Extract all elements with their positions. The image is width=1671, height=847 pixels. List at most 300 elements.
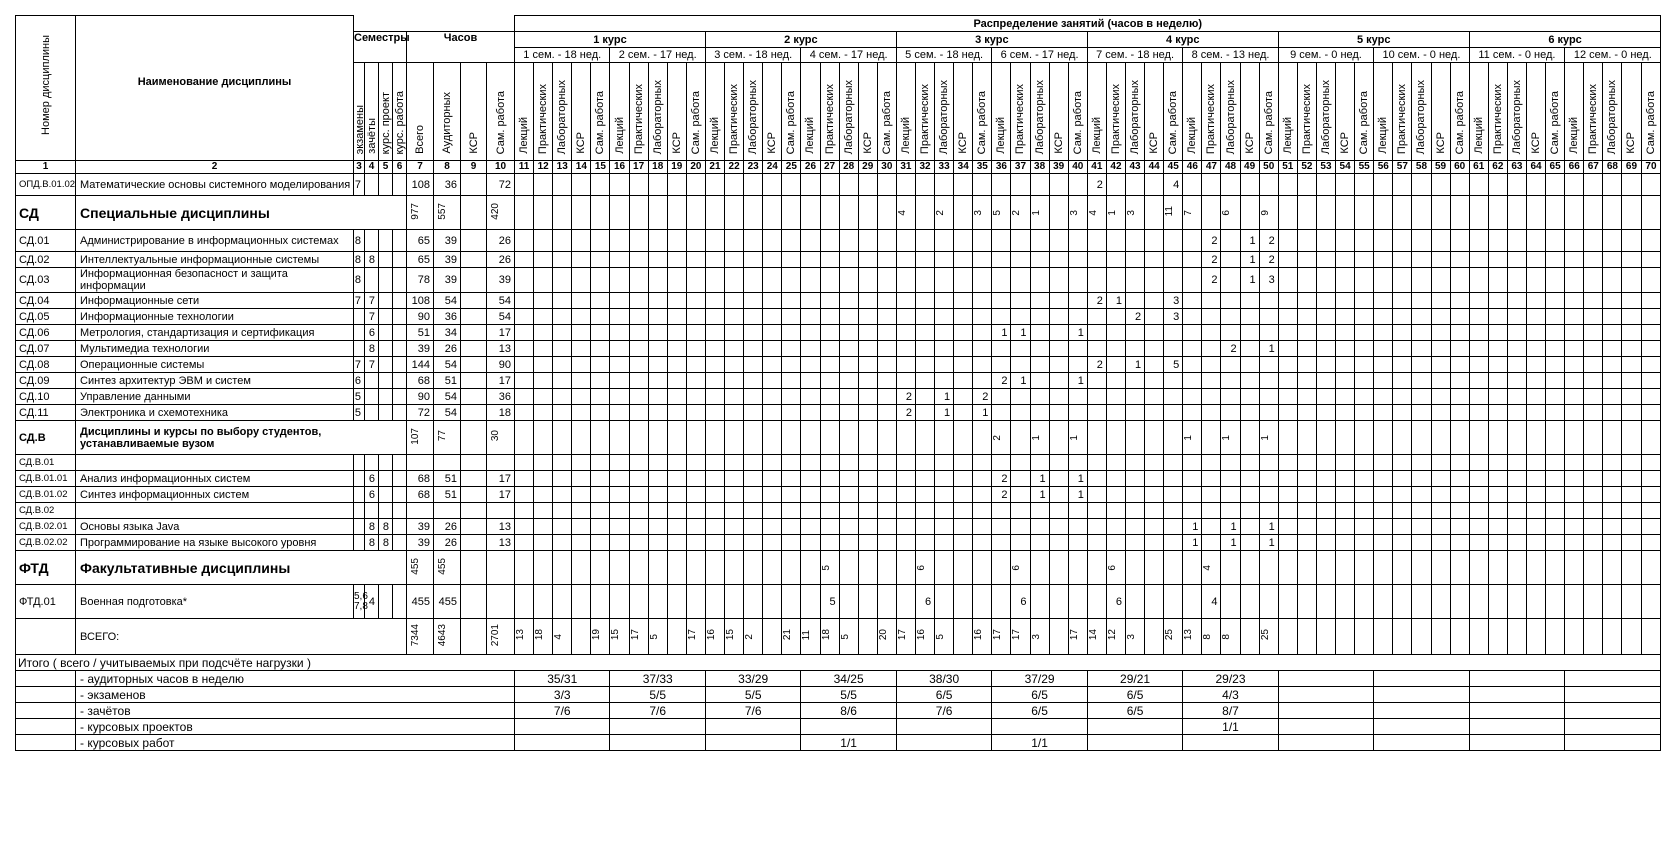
week-hours-cell-text: 6 [1011,564,1023,571]
week-hours-cell [1507,421,1526,455]
week-hours-cell [1546,293,1565,309]
semester-za [365,174,379,196]
week-hours-cell [705,551,724,585]
week-sub-header-text: Практических [1396,83,1409,154]
week-sub-header-text: КСР [1339,132,1352,154]
week-hours-cell [1145,252,1164,268]
week-hours-cell: 1 [1240,268,1259,293]
hours-aud-text: 557 [437,202,448,220]
week-hours-cell [877,535,896,551]
table-row [16,503,1661,519]
week-hours-cell [1565,421,1584,455]
summary-value [705,735,800,751]
week-sub-header-text: Лекций [1090,117,1103,154]
week-hours-cell [1126,389,1145,405]
week-hours-cell [935,357,954,373]
semester-za: 7 [365,309,379,325]
week-hours-cell [648,405,667,421]
week-hours-cell [1202,535,1221,551]
week-hours-cell [629,389,648,405]
week-hours-cell [1259,325,1278,341]
discipline-code: СД.06 [16,325,76,341]
week-hours-cell [858,619,877,655]
summary-value [515,719,610,735]
week-sub-header [1259,63,1278,161]
week-hours-cell [801,230,820,252]
week-hours-cell [1049,174,1068,196]
week-sub-header [725,63,744,161]
week-hours-cell [801,471,820,487]
week-hours-cell [1068,619,1087,655]
week-hours-cell-text: 5 [839,633,851,640]
week-hours-cell [1374,503,1393,519]
discipline-code: СД.11 [16,405,76,421]
week-hours-cell [1546,519,1565,535]
week-hours-cell [877,196,896,230]
week-hours-cell [1641,503,1661,519]
week-hours-cell [705,503,724,519]
week-hours-cell-text: 12 [1106,629,1118,641]
week-hours-cell [686,535,705,551]
week-hours-cell [1526,535,1545,551]
week-hours-cell [1164,585,1183,619]
week-hours-cell [705,519,724,535]
week-hours-cell [954,421,973,455]
table-row [16,230,1661,252]
hours-aud [434,196,461,230]
week-sub-header-text: Сам. работа [880,90,893,154]
summary-value: 34/25 [801,671,896,687]
week-hours-cell [1297,585,1316,619]
summary-value [1469,703,1564,719]
week-hours-cell [1507,174,1526,196]
week-hours-cell [534,471,553,487]
week-hours-cell [1584,551,1603,585]
discipline-code: СД.В [16,421,76,455]
week-hours-cell [629,357,648,373]
week-hours-cell [1412,535,1431,551]
week-hours-cell [992,174,1011,196]
hours-sam: 13 [487,535,515,551]
week-hours-cell [1641,230,1661,252]
semester-kr [393,455,407,471]
week-hours-cell [954,585,973,619]
week-hours-cell [877,373,896,389]
week-hours-cell [1087,341,1106,357]
hours-aud: 34 [434,325,461,341]
week-hours-cell [877,421,896,455]
week-hours-cell [1221,230,1240,252]
week-hours-cell [686,357,705,373]
semester-kr [393,252,407,268]
week-hours-cell [1030,619,1049,655]
discipline-name: Информационная безопасност и защита информации [76,268,354,293]
week-hours-cell [572,455,591,471]
week-hours-cell [935,619,954,655]
week-hours-cell [915,293,934,309]
week-hours-cell [1106,341,1125,357]
week-hours-cell [648,174,667,196]
week-hours-cell [839,455,858,471]
week-hours-cell [1164,389,1183,405]
week-hours-cell [1221,309,1240,325]
week-hours-cell [896,357,915,373]
week-hours-cell [1546,471,1565,487]
week-hours-cell [1488,309,1507,325]
week-hours-cell [686,421,705,455]
week-hours-cell [1393,471,1412,487]
week-hours-cell [1011,487,1030,503]
week-hours-cell [553,293,572,309]
week-hours-cell [667,196,686,230]
table-row [16,357,1661,373]
week-hours-cell [1011,293,1030,309]
week-hours-cell [610,196,629,230]
week-hours-cell [954,293,973,309]
week-hours-cell-text: 17 [686,629,698,641]
hours-ksr [461,389,487,405]
week-hours-cell: 1 [1240,252,1259,268]
week-sub-header-text: Сам. работа [1453,90,1466,154]
week-hours-cell: 3 [1164,309,1183,325]
week-hours-cell [1145,196,1164,230]
week-hours-cell [1622,230,1641,252]
week-hours-cell [858,471,877,487]
discipline-name: Дисциплины и курсы по выбору студентов, устанавливаемые вузом [76,421,407,455]
week-hours-cell [1412,487,1431,503]
week-hours-cell [801,503,820,519]
week-hours-cell [1126,405,1145,421]
hours-aud-text: 455 [437,557,448,575]
week-hours-cell [820,230,839,252]
semester-kp [379,325,393,341]
week-hours-cell: 3 [1164,293,1183,309]
week-hours-cell [782,268,801,293]
column-index: 26 [801,161,820,174]
week-hours-cell [1641,341,1661,357]
week-hours-cell [1336,471,1355,487]
week-hours-cell [1469,373,1488,389]
week-hours-cell [1336,230,1355,252]
week-hours-cell-text: 7 [1183,209,1195,216]
week-hours-cell: 1 [1068,325,1087,341]
week-hours-cell [1145,519,1164,535]
week-hours-cell-text: 17 [992,629,1004,641]
week-hours-cell [1374,389,1393,405]
week-hours-cell [534,174,553,196]
week-hours-cell [572,487,591,503]
week-hours-cell [1355,471,1374,487]
hours-total-text: 107 [410,427,421,445]
hours-sam: 72 [487,174,515,196]
week-hours-cell [1011,535,1030,551]
week-hours-cell [1202,503,1221,519]
summary-value [705,719,800,735]
week-hours-cell [1450,585,1469,619]
week-hours-cell [1316,471,1335,487]
week-hours-cell [858,373,877,389]
hours-total: 455 [407,585,434,619]
week-hours-cell [1011,405,1030,421]
week-hours-cell [1259,174,1278,196]
week-hours-cell [1336,551,1355,585]
week-hours-cell [1126,535,1145,551]
week-hours-cell [1374,519,1393,535]
week-hours-cell [1507,619,1526,655]
week-hours-cell [1068,405,1087,421]
week-hours-cell [1049,585,1068,619]
column-index: 14 [572,161,591,174]
semester-kp: 8 [379,519,393,535]
week-hours-cell [1068,535,1087,551]
week-hours-cell [1240,535,1259,551]
week-hours-cell [553,373,572,389]
week-hours-cell [515,196,534,230]
week-hours-cell [1469,293,1488,309]
week-hours-cell [572,309,591,325]
week-hours-cell [572,268,591,293]
week-hours-cell [858,519,877,535]
summary-value [896,735,991,751]
week-hours-cell [1546,535,1565,551]
week-sub-header [1278,63,1297,161]
week-hours-cell [553,619,572,655]
week-hours-cell [935,471,954,487]
week-sub-header-text: Лекций [1472,117,1485,154]
week-hours-cell [1049,405,1068,421]
week-hours-cell [896,619,915,655]
week-hours-cell [820,341,839,357]
week-hours-cell [763,252,782,268]
week-hours-cell [534,405,553,421]
week-hours-cell-text: 1 [1259,434,1271,441]
column-index: 52 [1297,161,1316,174]
week-hours-cell [1030,174,1049,196]
week-sub-header-text: Практических [1014,83,1027,154]
week-hours-cell [877,341,896,357]
week-hours-cell [992,196,1011,230]
semester-kr [393,293,407,309]
week-hours-cell [763,196,782,230]
semester-kr [393,471,407,487]
week-hours-cell [935,230,954,252]
week-hours-cell [1355,373,1374,389]
week-hours-cell [1011,551,1030,585]
week-hours-cell [1546,309,1565,325]
week-hours-cell [1393,196,1412,230]
week-hours-cell [553,357,572,373]
week-hours-cell [667,503,686,519]
week-hours-cell [1641,619,1661,655]
week-hours-cell [725,373,744,389]
week-hours-cell [1240,309,1259,325]
week-hours-cell [896,341,915,357]
hours-sam: 17 [487,373,515,389]
week-hours-cell [1316,405,1335,421]
week-hours-cell [1106,357,1125,373]
week-sub-header-text: Практических [1300,83,1313,154]
week-hours-cell [782,341,801,357]
week-hours-cell [1526,487,1545,503]
week-hours-cell [1526,519,1545,535]
semester-kp [379,373,393,389]
hours-ksr [461,357,487,373]
week-hours-cell [553,421,572,455]
week-hours-cell [973,503,992,519]
week-hours-cell [877,174,896,196]
week-hours-cell [1431,503,1450,519]
week-hours-cell [610,405,629,421]
week-hours-cell [1355,487,1374,503]
week-sub-header [1450,63,1469,161]
week-hours-cell [1584,503,1603,519]
week-hours-cell [1145,373,1164,389]
week-hours-cell [1316,519,1335,535]
hours-ksr [461,252,487,268]
week-hours-cell [935,252,954,268]
week-hours-cell: 2 [992,373,1011,389]
week-hours-cell [1278,293,1297,309]
week-hours-cell [763,619,782,655]
week-sub-header [763,63,782,161]
week-hours-cell [954,268,973,293]
week-hours-cell [1087,535,1106,551]
week-hours-cell [1584,585,1603,619]
summary-value: 8/6 [801,703,896,719]
week-hours-cell [1603,471,1622,487]
week-hours-cell [782,309,801,325]
week-hours-cell [1584,405,1603,421]
week-hours-cell [1393,421,1412,455]
week-hours-cell [896,487,915,503]
week-hours-cell [686,503,705,519]
week-hours-cell [1641,389,1661,405]
week-hours-cell [1068,252,1087,268]
week-sub-header-text: Сам. работа [1262,90,1275,154]
week-hours-cell [1297,389,1316,405]
week-hours-cell [1584,389,1603,405]
semester-za: 6 [365,325,379,341]
week-hours-cell [1469,535,1488,551]
week-hours-cell [572,325,591,341]
week-hours-cell [1546,421,1565,455]
week-hours-cell [1355,389,1374,405]
week-hours-cell [954,309,973,325]
week-hours-cell [1450,471,1469,487]
week-hours-cell [572,551,591,585]
week-hours-cell [1316,389,1335,405]
week-hours-cell [1106,551,1125,585]
column-index: 70 [1641,161,1661,174]
week-hours-cell [1336,309,1355,325]
semester-ex: 5,6 7,8 [354,585,365,619]
week-hours-cell [935,174,954,196]
week-hours-cell [572,357,591,373]
week-hours-cell [1526,357,1545,373]
week-hours-cell [534,230,553,252]
week-hours-cell [877,325,896,341]
week-hours-cell [1565,471,1584,487]
week-hours-cell [782,619,801,655]
week-hours-cell [1469,455,1488,471]
week-hours-cell [1068,455,1087,471]
week-hours-cell [1431,341,1450,357]
week-hours-cell [1603,341,1622,357]
week-hours-cell [1622,421,1641,455]
week-hours-cell [896,421,915,455]
week-hours-cell [591,373,610,389]
week-hours-cell [1488,341,1507,357]
week-hours-cell [763,455,782,471]
week-hours-cell [1011,309,1030,325]
week-hours-cell [591,309,610,325]
week-hours-cell [553,325,572,341]
week-hours-cell [1030,421,1049,455]
week-hours-cell [610,519,629,535]
week-hours-cell: 1 [1259,341,1278,357]
week-hours-cell-text: 1 [1221,434,1233,441]
week-hours-cell: 1 [1011,325,1030,341]
week-hours-cell [1526,471,1545,487]
week-hours-cell [1584,230,1603,252]
week-hours-cell [648,619,667,655]
week-hours-cell [801,252,820,268]
week-hours-cell [1278,487,1297,503]
week-hours-cell [1240,373,1259,389]
week-hours-cell [1526,373,1545,389]
week-hours-cell [1278,421,1297,455]
week-hours-cell [1603,519,1622,535]
week-hours-cell [515,252,534,268]
hours-sub-header-text: Аудиторных [441,92,453,154]
column-index: 16 [610,161,629,174]
week-hours-cell [763,309,782,325]
hours-aud: 455 [434,585,461,619]
column-index: 59 [1431,161,1450,174]
week-hours-cell [1355,503,1374,519]
hours-ksr [461,519,487,535]
week-hours-cell [610,503,629,519]
week-hours-cell [1030,519,1049,535]
week-hours-cell [725,268,744,293]
week-hours-cell [782,487,801,503]
week-hours-cell [858,196,877,230]
week-hours-cell [1584,268,1603,293]
week-hours-cell [1374,455,1393,471]
column-index: 51 [1278,161,1297,174]
week-hours-cell [1126,503,1145,519]
week-hours-cell [1488,519,1507,535]
week-hours-cell [896,551,915,585]
week-hours-cell [1011,252,1030,268]
semester-za: 7 [365,357,379,373]
semester-za [365,405,379,421]
week-sub-header-text: Сам. работа [976,90,989,154]
week-hours-cell [763,551,782,585]
hours-aud: 36 [434,309,461,325]
week-hours-cell [1030,325,1049,341]
week-hours-cell [935,421,954,455]
hours-aud: 51 [434,471,461,487]
week-hours-cell [1526,551,1545,585]
week-hours-cell [705,585,724,619]
week-hours-cell [1603,357,1622,373]
hours-total-text: 455 [410,557,421,575]
week-hours-cell [820,252,839,268]
week-sub-header-text: Лабораторных [651,79,664,154]
week-hours-cell [1049,293,1068,309]
week-hours-cell [1164,551,1183,585]
